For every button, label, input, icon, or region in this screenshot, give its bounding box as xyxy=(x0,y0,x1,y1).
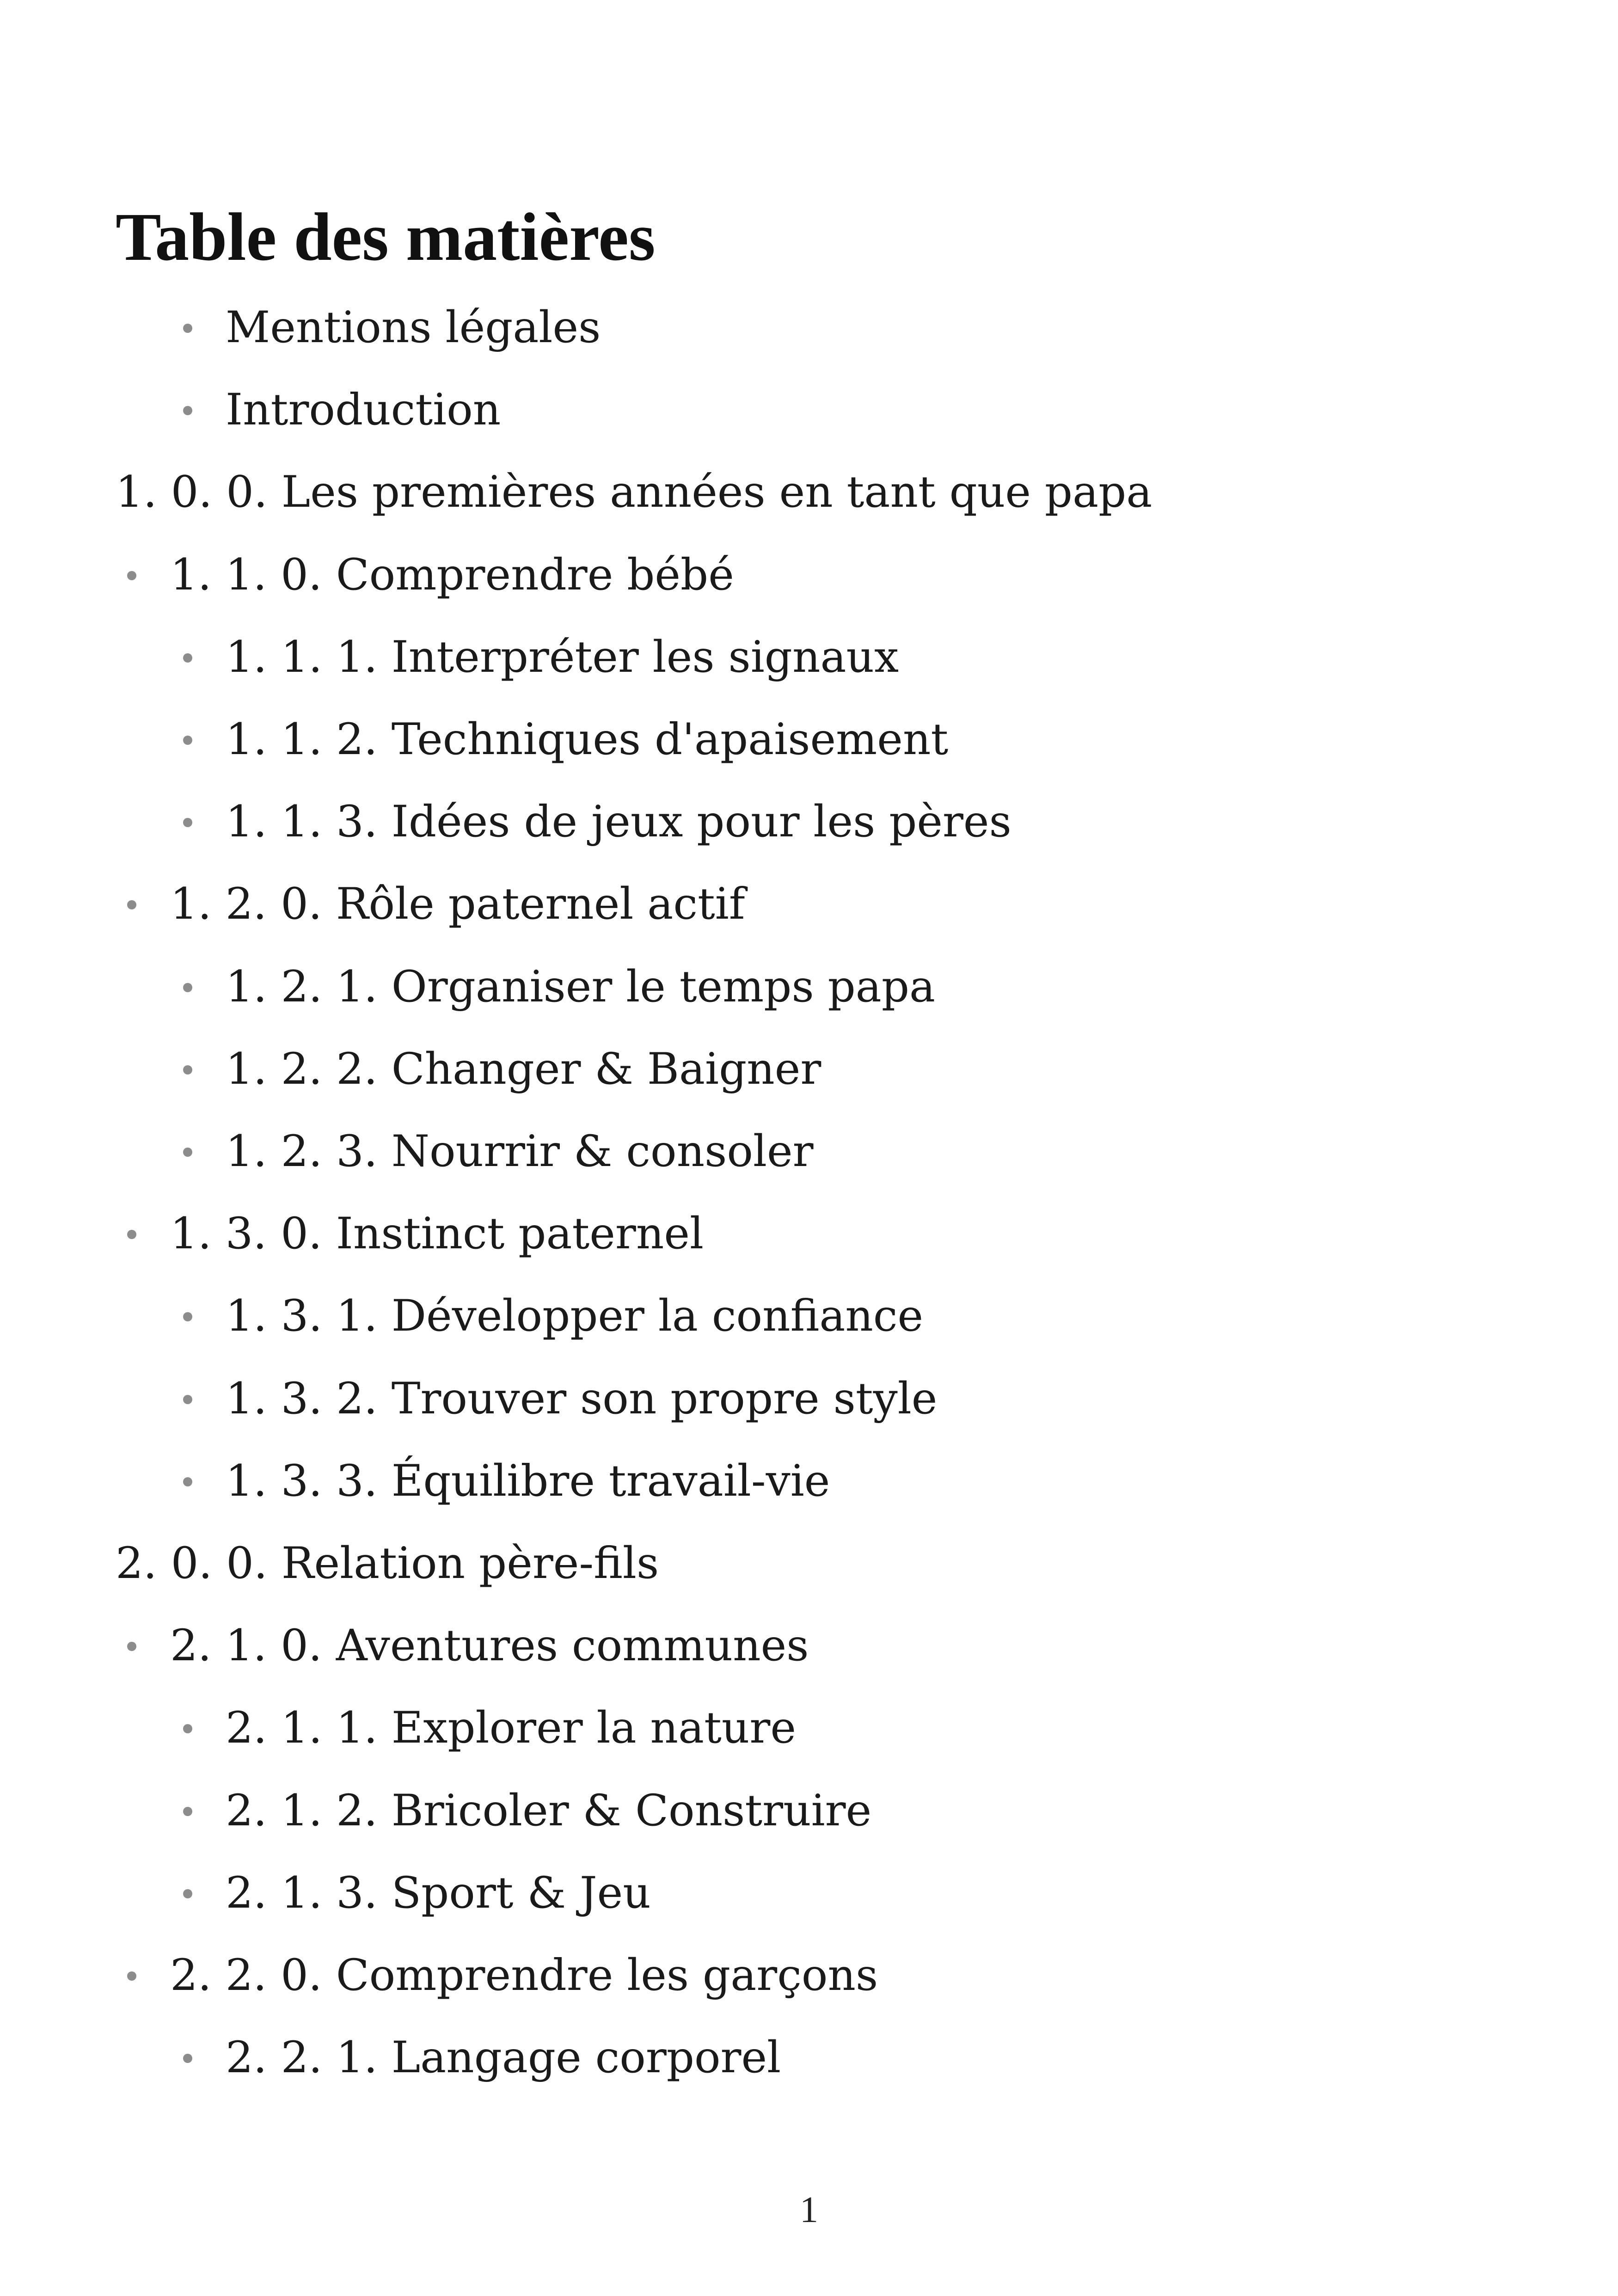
bullet-icon xyxy=(183,324,192,333)
toc-entry-label: 2. 1. 2. Bricoler & Construire xyxy=(226,1786,872,1836)
toc-entry-label: 1. 3. 3. Équilibre travail-vie xyxy=(226,1456,830,1506)
toc-entry-label: 1. 3. 2. Trouver son propre style xyxy=(226,1374,938,1424)
bullet-icon xyxy=(183,1807,192,1816)
toc-entry-label: Mentions légales xyxy=(226,302,601,353)
bullet-icon xyxy=(183,2054,192,2063)
bullet-icon xyxy=(127,1642,136,1651)
toc-entry-label: 1. 2. 0. Rôle paternel actif xyxy=(170,879,745,929)
toc-entry-label: Introduction xyxy=(226,385,501,435)
toc-entry-label: 1. 3. 0. Instinct paternel xyxy=(170,1209,704,1259)
toc-entry-label: 1. 2. 2. Changer & Baigner xyxy=(226,1044,821,1094)
toc-entry-label: 2. 2. 1. Langage corporel xyxy=(226,2032,781,2083)
page-title: Table des matières xyxy=(116,199,656,275)
toc-entry-label: 1. 0. 0. Les premières années en tant que papa xyxy=(116,467,1152,517)
toc-entry-label: 1. 2. 3. Nourrir & consoler xyxy=(226,1126,814,1177)
bullet-icon xyxy=(183,983,192,992)
bullet-icon xyxy=(127,571,136,580)
toc-entry-label: 1. 1. 1. Interpréter les signaux xyxy=(226,632,899,682)
toc-entry-label: 1. 1. 2. Techniques d'apaisement xyxy=(226,714,949,765)
bullet-icon xyxy=(183,1312,192,1321)
toc-entry-label: 2. 2. 0. Comprendre les garçons xyxy=(170,1950,878,2001)
toc-entry-label: 2. 1. 3. Sport & Jeu xyxy=(226,1868,651,1918)
bullet-icon xyxy=(183,1395,192,1404)
bullet-icon xyxy=(183,1477,192,1486)
toc-entry-label: 1. 1. 3. Idées de jeux pour les pères xyxy=(226,797,1011,847)
bullet-icon xyxy=(183,1889,192,1898)
bullet-icon xyxy=(127,1971,136,1981)
bullet-icon xyxy=(183,406,192,415)
bullet-icon xyxy=(183,736,192,745)
bullet-icon xyxy=(183,1148,192,1157)
bullet-icon xyxy=(183,1065,192,1074)
toc-entry-label: 1. 3. 1. Développer la confiance xyxy=(226,1291,924,1341)
toc-entry-label: 1. 2. 1. Organiser le temps papa xyxy=(226,962,936,1012)
toc-entry-label: 2. 1. 1. Explorer la nature xyxy=(226,1703,796,1753)
bullet-icon xyxy=(183,818,192,827)
page-number: 1 xyxy=(800,2190,818,2230)
bullet-icon xyxy=(127,1230,136,1239)
toc-entry-label: 1. 1. 0. Comprendre bébé xyxy=(170,550,734,600)
toc-entry-label: 2. 1. 0. Aventures communes xyxy=(170,1621,809,1671)
bullet-icon xyxy=(127,900,136,909)
toc-entry-label: 2. 0. 0. Relation père-fils xyxy=(116,1538,659,1589)
bullet-icon xyxy=(183,1724,192,1733)
bullet-icon xyxy=(183,653,192,663)
